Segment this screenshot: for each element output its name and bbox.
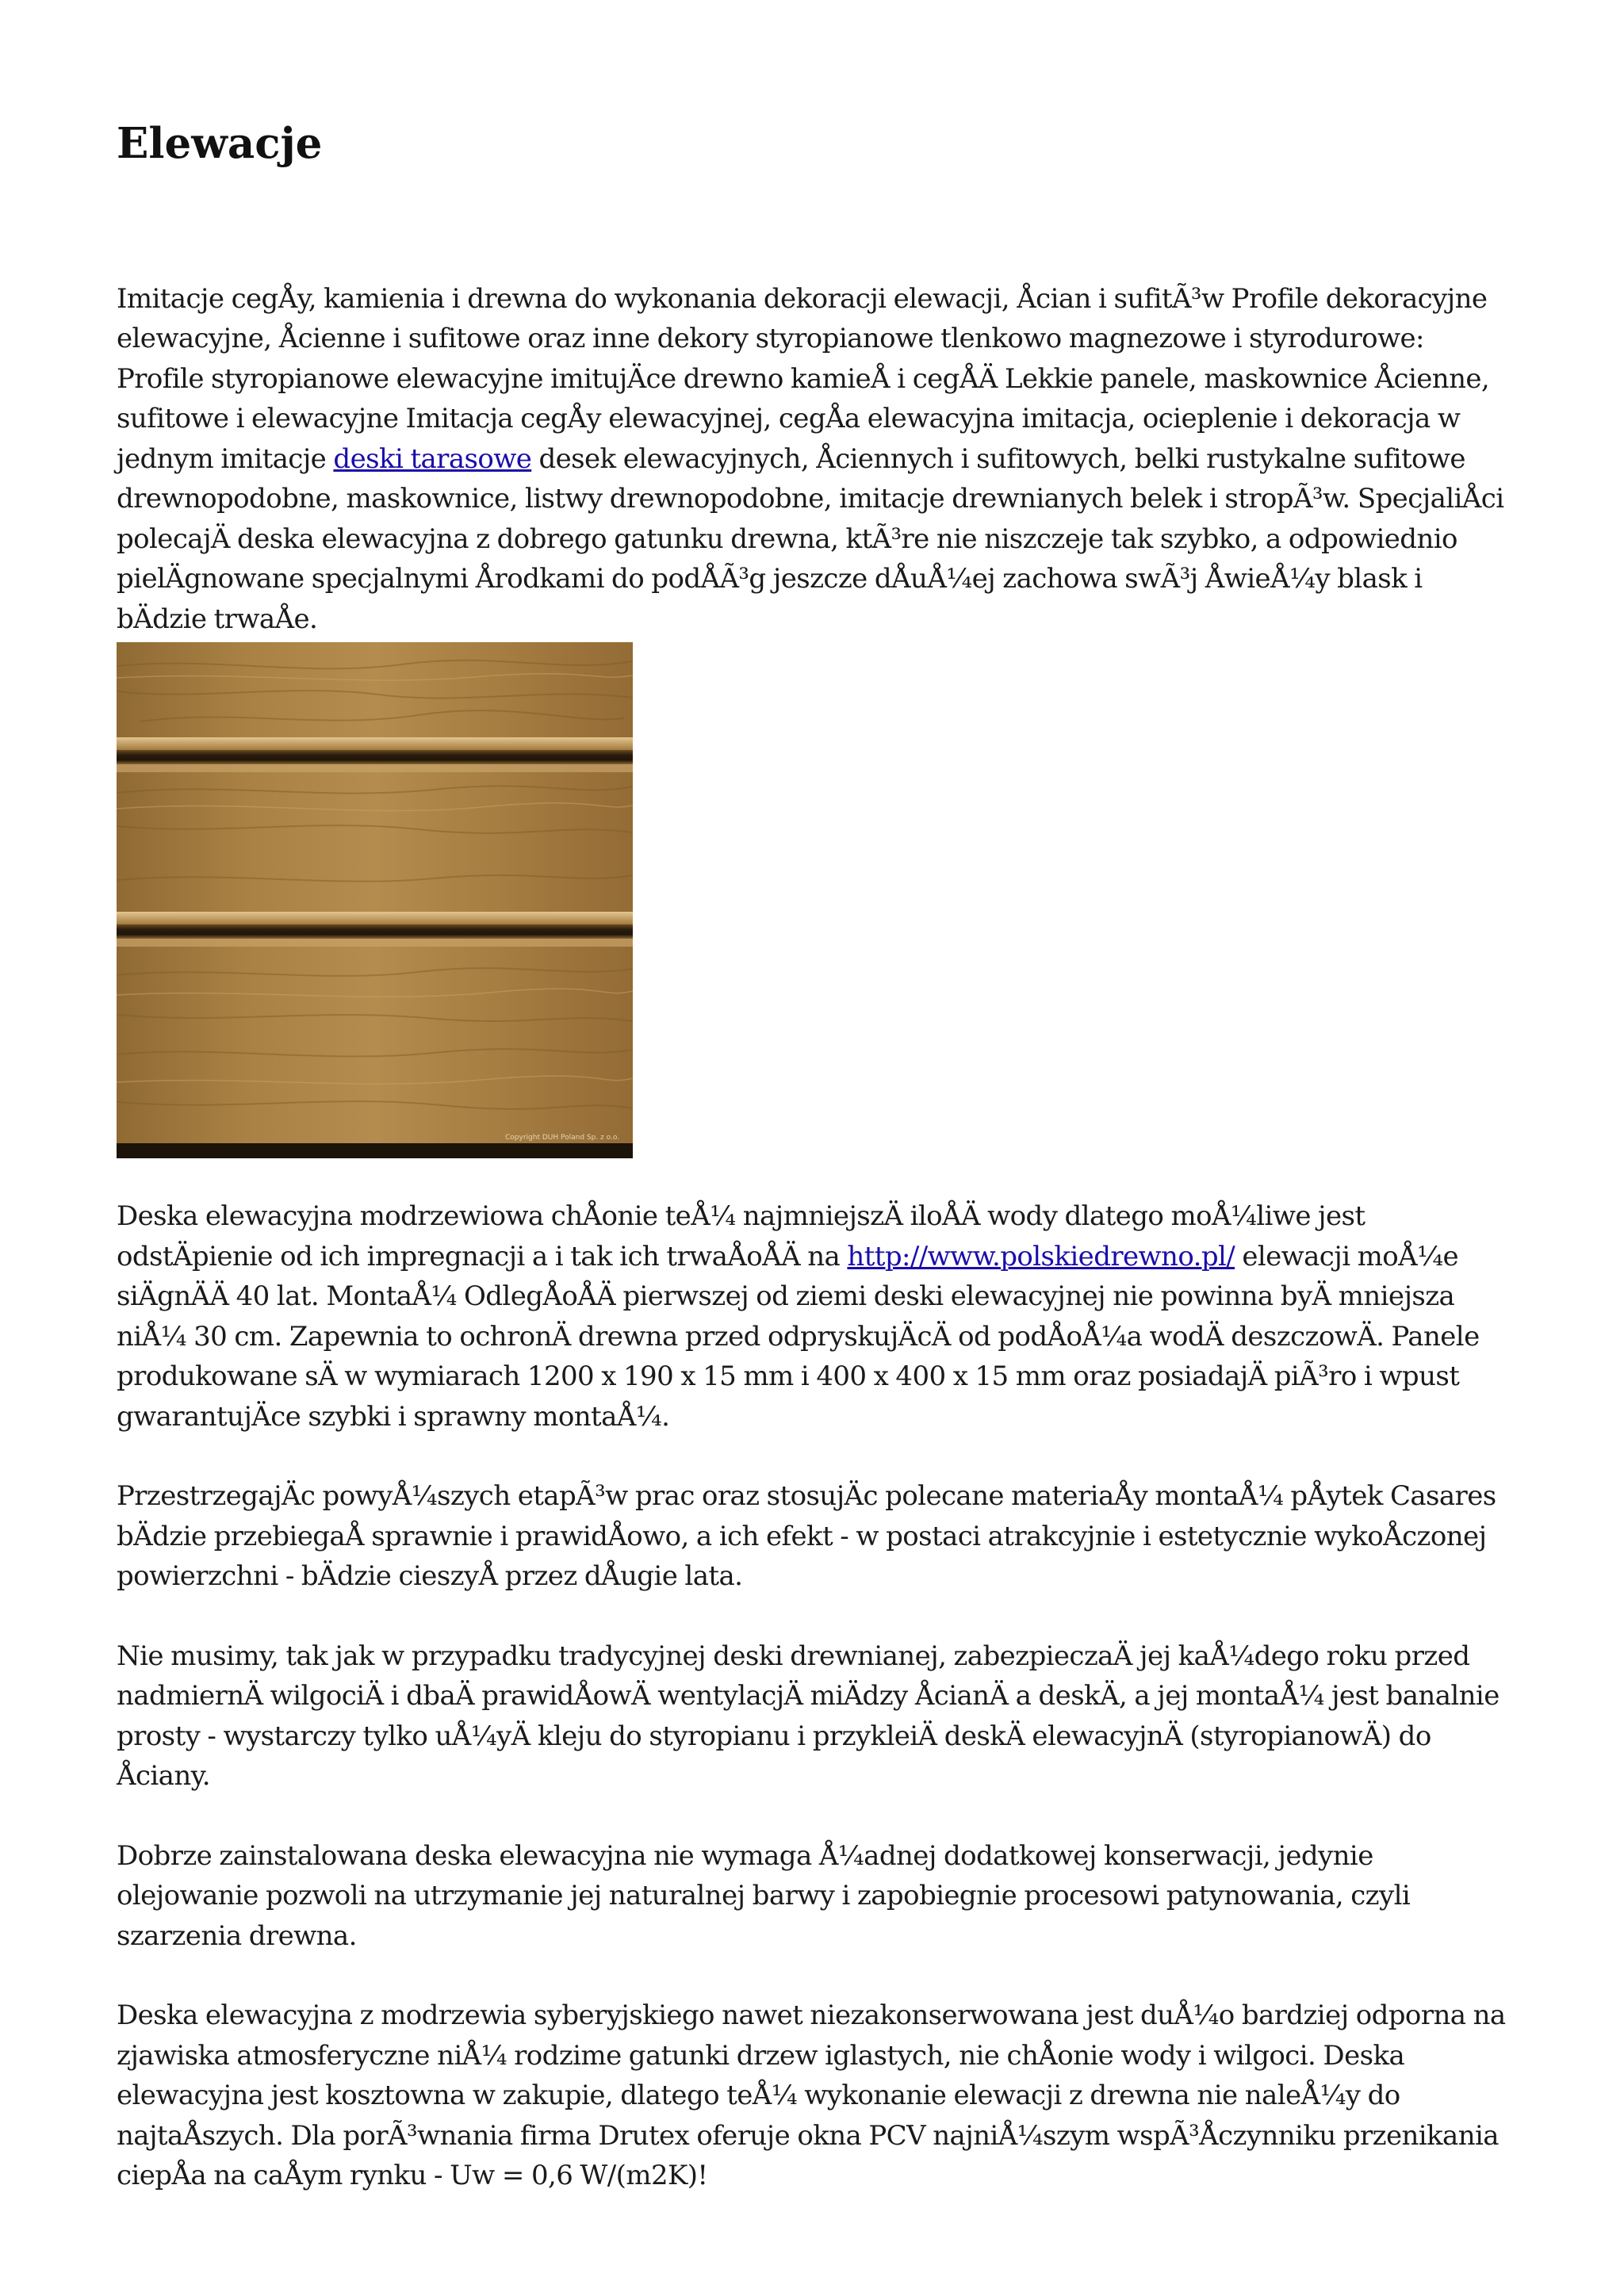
paragraph-3: PrzestrzegajÄc powyÅ¼szych etapÃ³w prac oraz stosujÄc polecane materiaÅy montaÅ¼ pÅytek Casares bÄdzie przebiegaÅ sprawnie i prawidÅowo, a ich efekt - w postaci atrakcyjnie i estetycznie wykoÅczonej powierzchni - bÄdzie cieszyÅ przez dÅugie lata. [117,1480,1496,1593]
paragraph-6: Deska elewacyjna z modrzewia syberyjskiego nawet niezakonserwowana jest duÅ¼o bardziej odporna na zjawiska atmosferyczne niÅ¼ rodzime gatunki drzew iglastych, nie chÅonie wody i wilgoci. Deska elewacyjna jest kosztowna w zakupie, dlatego teÅ¼ wykonanie elewacji z drewna nie naleÅ¼y do najtaÅszych. Dla porÃ³wnania firma Drutex oferuje okna PCV najniÅ¼szym wspÃ³Åczynniku przenikania ciepÅa na caÅym rynku - Uw = 0,6 W/(m2K)! [117,1999,1506,2192]
polskiedrewno-link[interactable]: http://www.polskiedrewno.pl/ [847,1240,1235,1272]
paragraph-5: Dobrze zainstalowana deska elewacyjna nie wymaga Å¼adnej dodatkowej konserwacji, jedynie olejowanie pozwoli na utrzymanie jej naturalnej barwy i zapobiegnie procesowi patynowania, czyli szarzenia drewna. [117,1839,1411,1952]
deski-tarasowe-link[interactable]: deski tarasowe [333,442,532,475]
intro-text-before: Imitacje cegÅy, kamienia i drewna do wykonania dekoracji elewacji, Åcian i sufitÃ³w Profile dekoracyjne elewacyjne, Åcienne i sufitowe oraz inne dekory styropianowe tlenkowo magnezowe i styrodurowe: Profile styropianowe elewacyjne imitujÄce drewno kamieÅ i cegÅÄ Lekkie panele, maskownice Åcienne, sufitowe i elewacyjne Imitacja cegÅy elewacyjnej, cegÅa elewacyjna imitacja, ocieplenie i dekoracja w jednym imitacje [117,282,1490,475]
wood-siding-photo [117,642,633,1158]
paragraph-4: Nie musimy, tak jak w przypadku tradycyjnej deski drewnianej, zabezpieczaÄ jej kaÅ¼dego roku przed nadmiernÄ wilgociÄ i dbaÄ prawidÅowÄ wentylacjÄ miÄdzy ÅcianÄ a deskÄ, a jej montaÅ¼ jest banalnie prosty - wystarczy tylko uÅ¼yÄ kleju do styropianu i przykleiÄ deskÄ elewacyjnÄ (styropianowÄ) do Åciany. [117,1640,1500,1793]
intro-text-after: desek elewacyjnych, Åciennych i sufitowych, belki rustykalne sufitowe drewnopodobne, maskownice, listwy drewnopodobne, imitacje drewnianych belek i stropÃ³w. SpecjaliÅci polecajÄ deska elewacyjna z dobrego gatunku drewna, ktÃ³re nie niszczeje tak szybko, a odpowiednio pielÄgnowane specjalnymi Årodkami do podÅÃ³g jeszcze dÅuÅ¼ej zachowa swÃ³j ÅwieÅ¼y blask i bÄdzie trwaÅe. [117,442,1504,635]
document-page [117,119,1508,2196]
paragraph-2 [117,1196,1508,1437]
page-title: Elewacje [117,119,323,168]
paragraph-2-text-before: Deska elewacyjna modrzewiowa chÅonie teÅ¼ najmniejszÄ iloÅÄ wody dlatego moÅ¼liwe jest odstÄpienie od ich impregnacji a i tak ich trwaÅoÅÄ na [117,1200,1365,1272]
photo-copyright-caption: Copyright DUH Poland Sp. z o.o. [505,1134,620,1142]
intro-paragraph [117,279,1508,640]
paragraph-2-text-after: elewacji moÅ¼e siÄgnÄÄ 40 lat. MontaÅ¼ OdlegÅoÅÄ pierwszej od ziemi deski elewacyjnej nie powinna byÄ mniejsza niÅ¼ 30 cm. Zapewnia to ochronÄ drewna przed odpryskujÄcÄ od podÅoÅ¼a wodÄ deszczowÄ. Panele produkowane sÄ w wymiarach 1200 x 190 x 15 mm i 400 x 400 x 15 mm oraz posiadajÄ piÃ³ro i wpust gwarantujÄce szybki i sprawny montaÅ¼. [117,1240,1480,1433]
